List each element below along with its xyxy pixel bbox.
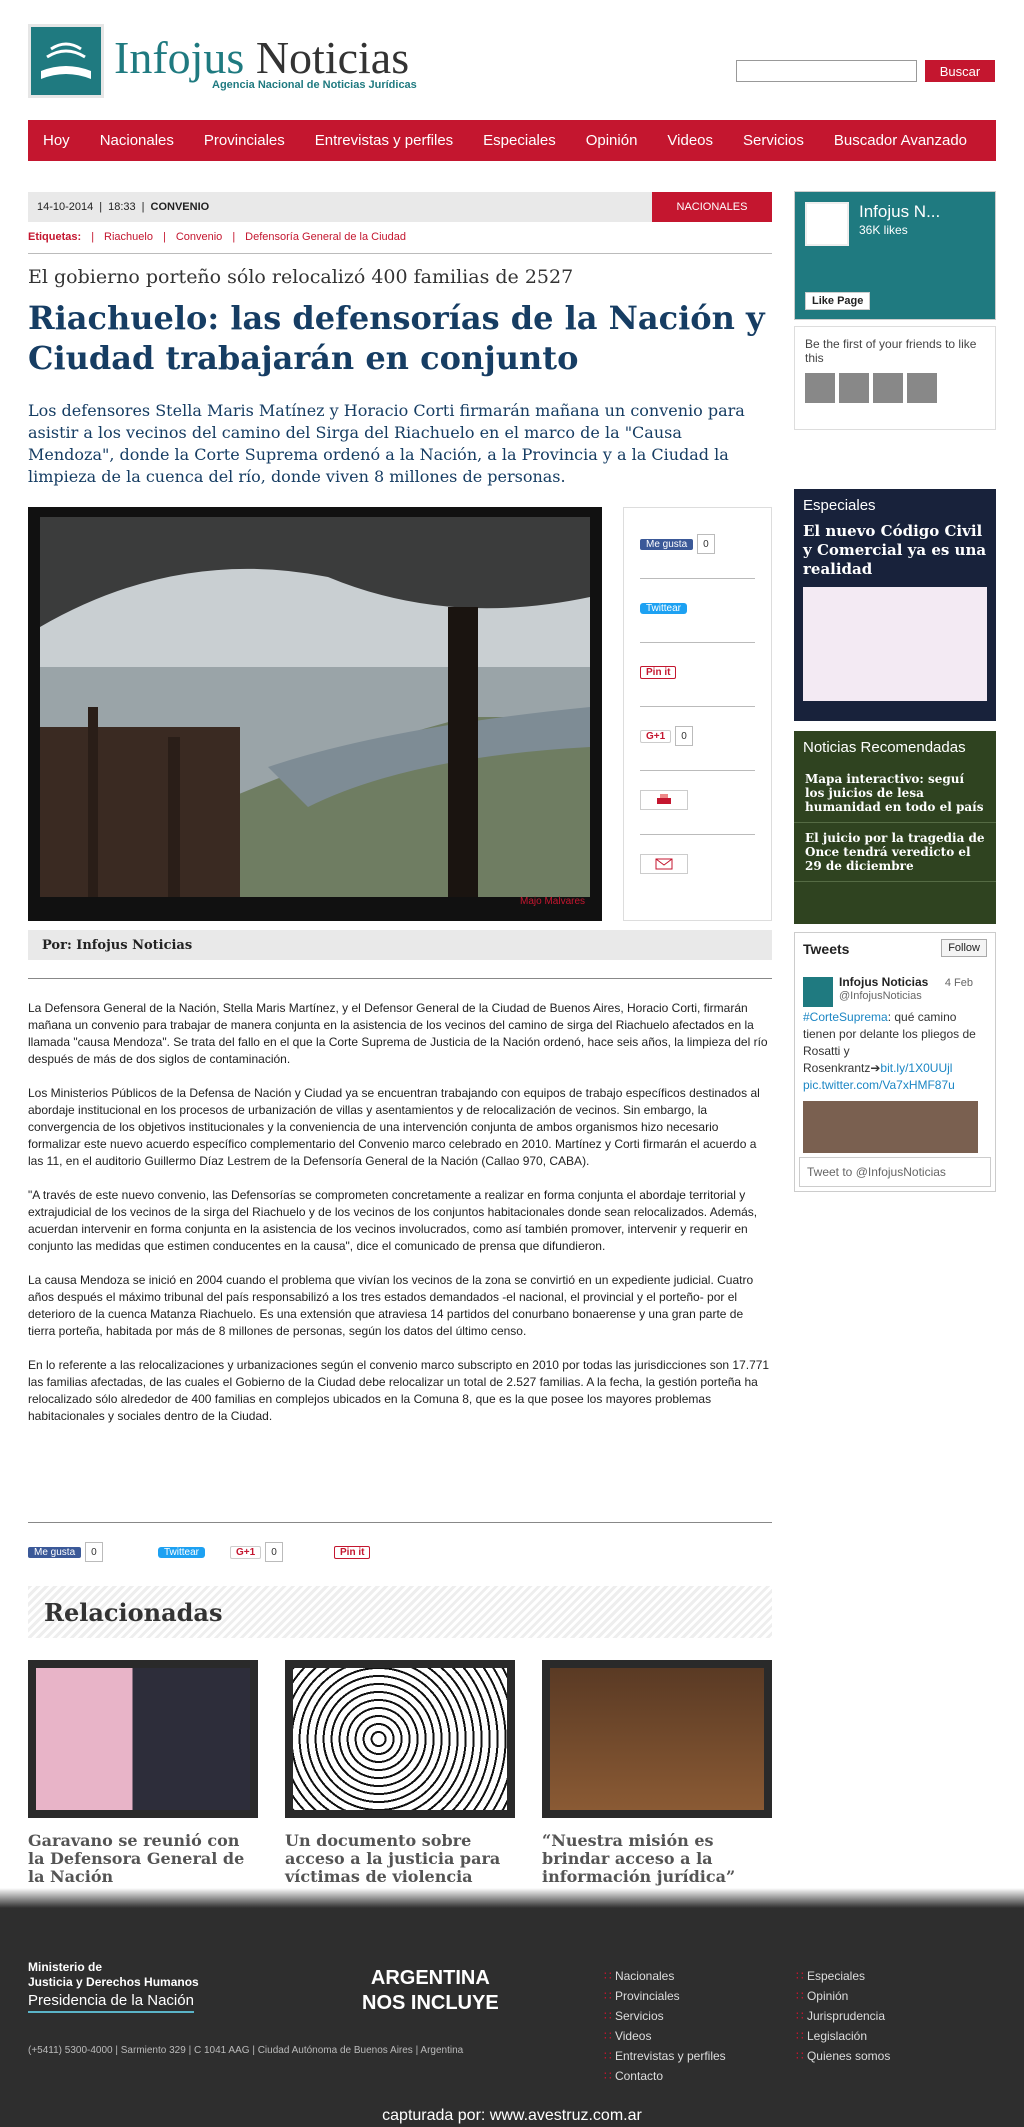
ministerio-line: Justicia y Derechos Humanos — [28, 1975, 199, 1989]
fb-like-group — [640, 534, 715, 554]
footer-link[interactable]: ∷ Especiales — [796, 1966, 890, 1986]
tags-label: Etiquetas: — [28, 231, 82, 243]
pinit-button[interactable]: Pin it — [640, 666, 676, 679]
like-page-button[interactable]: Like Page — [805, 292, 870, 310]
footer-link[interactable]: ∷ Opinión — [796, 1986, 890, 2006]
presidencia-logo[interactable]: Presidencia de la Nación — [28, 1992, 194, 2013]
divider — [640, 642, 755, 643]
article-paragraph: La causa Mendoza se inició en 2004 cuando el problema que vivían los vecinos de la zona se convirtió en un expediente judicial. Cuatro años después el máximo tribunal del país responsabilizó a los tres estados demandados -el nacional, el provincial y el porteño- por el deterioro de la cuenca Matanza Riachuelo. Es una extensión que atraviesa 14 partidos del conurbano bonaerense y una gran parte de tierra porteña, habitada por más de 8 millones de personas, según los datos del último censo. — [28, 1273, 754, 1338]
fb-like-count: 0 — [85, 1542, 103, 1562]
article-headline: Riachuelo: las defensorías de la Nación y Ciudad trabajarán en conjunto — [28, 299, 765, 377]
facebook-widget[interactable] — [794, 191, 996, 320]
tweet-image[interactable] — [803, 1101, 978, 1153]
riachuelo-photo — [28, 507, 602, 921]
meta-separator: | — [141, 201, 145, 213]
footer-link[interactable]: ∷ Nacionales — [604, 1966, 726, 1986]
site-logo-text[interactable] — [114, 34, 409, 82]
footer-links-col2 — [796, 1966, 890, 2066]
search-button[interactable]: Buscar — [925, 60, 995, 82]
pinit-button[interactable]: Pin it — [334, 1546, 370, 1559]
article-time: 18:33 — [108, 201, 136, 213]
gplus-count: 0 — [675, 726, 693, 746]
section-badge[interactable]: NACIONALES — [652, 192, 772, 222]
article-meta — [28, 192, 652, 222]
footer-link[interactable]: ∷ Quienes somos — [796, 2046, 890, 2066]
especiales-title[interactable]: El nuevo Código Civil y Comercial ya es una realidad — [803, 522, 987, 578]
tag-link[interactable]: Riachuelo — [104, 231, 153, 243]
bottom-share-row — [28, 1542, 428, 1564]
tag-separator: | — [162, 231, 166, 243]
tag-separator: | — [91, 231, 95, 243]
envelope-icon — [655, 858, 673, 870]
pinit-group — [334, 1542, 370, 1562]
fb-like-button[interactable]: Me gusta — [640, 539, 693, 550]
tweet-handle[interactable]: @InfojusNoticias — [839, 990, 922, 1002]
related-image[interactable] — [285, 1660, 515, 1818]
argentina-line: ARGENTINA — [370, 1967, 490, 1989]
ministerio-line: Ministerio de — [28, 1960, 103, 1974]
fb-friends-box — [794, 326, 996, 430]
divider — [28, 1522, 772, 1523]
footer-links-col1 — [604, 1966, 726, 2086]
footer-gradient — [0, 1888, 1024, 1908]
tweet-date[interactable]: 4 Feb — [944, 977, 973, 989]
infojus-logo[interactable] — [28, 24, 104, 98]
article-lead: Los defensores Stella Maris Matínez y Horacio Corti firmarán mañana un convenio para asistir a los vecinos del camino del Sirga del Riachuelo en el marco de la "Causa Mendoza", donde la Corte Suprema ordenó a la Nación, a la Provincia y a la Ciudad la limpieza de la cuenca del río, donde viven 8 millones de personas. — [28, 401, 745, 486]
tweet-link[interactable]: bit.ly/1X0UUjl — [880, 1061, 953, 1075]
footer-link[interactable]: ∷ Legislación — [796, 2026, 890, 2046]
nav-provinciales[interactable]: Provinciales — [203, 132, 285, 149]
main-nav — [28, 120, 996, 161]
related-image[interactable] — [28, 1660, 258, 1818]
article-photo — [28, 507, 602, 921]
tag-separator: | — [232, 231, 236, 243]
footer-link[interactable]: ∷ Servicios — [604, 2006, 726, 2026]
tag-link[interactable]: Defensoría General de la Ciudad — [245, 231, 406, 243]
tag-link[interactable]: Convenio — [175, 231, 223, 243]
gplus-button[interactable]: G+1 — [230, 1546, 261, 1559]
gplus-group — [230, 1542, 283, 1562]
avatar[interactable] — [907, 373, 937, 403]
tweet-button[interactable]: Twittear — [158, 1547, 205, 1558]
article-paragraph: "A través de este nuevo convenio, las Defensorías se comprometen concretamente a realizar en forma conjunta el abordaje territorial y extrajudicial de los vecinos de la sirga del Riachuelo y de los vecinos de los conjuntos habitacionales donde sean relocalizados. Además, acuerdan intervenir en forma conjunta en la asistencia de los vecinos involucrados, como así también promover, intervenir y requerir en conjunto las medidas que estimen conducentes en la causa", dice el comunicado de prensa que difundieron. — [28, 1188, 758, 1253]
email-button[interactable] — [640, 854, 688, 874]
fb-like-group — [28, 1542, 103, 1562]
footer-contact: (+5411) 5300-4000 | Sarmiento 329 | C 1041 AAG | Ciudad Autónoma de Buenos Aires | Argentina — [28, 2045, 464, 2056]
tweet-author[interactable]: Infojus Noticias — [839, 975, 929, 989]
recomendada-link[interactable]: Mapa interactivo: seguí los juicios de lesa humanidad en todo el país — [794, 764, 996, 823]
article-paragraph: Los Ministerios Públicos de la Defensa de Nación y Ciudad ya se encuentran trabajando con equipos de trabajo específicos destinados al abordaje institucional en los procesos de urbanización de villas y asentamientos y de relocalización de vecinos. Sin embargo, la convergencia de los objetivos institucionales y la conveniencia de una intervención conjunta de ambos organismos hizo necesario formalizar este nuevo acuerdo específico complementario del Convenio marco celebrado en 2010. Martínez y Corti firmarán el acuerdo a las 11, en el auditorio Guillermo Díaz Lestrem de la Defensoría General de la Nación (Callao 970, CABA). — [28, 1086, 760, 1168]
related-title[interactable]: Garavano se reunió con la Defensora General de la Nación — [28, 1831, 245, 1886]
nav-videos[interactable]: Videos — [667, 132, 714, 149]
fb-friends-text: Be the first of your friends to like this — [805, 337, 977, 365]
tweet-hashtag[interactable]: #CorteSuprema — [803, 1010, 888, 1024]
divider — [640, 834, 755, 835]
ministerio-logo[interactable] — [28, 1960, 199, 1990]
related-title[interactable]: “Nuestra misión es brindar acceso a la información jurídica” — [542, 1831, 736, 1886]
article-date: 14-10-2014 — [37, 201, 94, 213]
fb-page-logo — [805, 202, 849, 246]
fb-like-button[interactable]: Me gusta — [28, 1547, 81, 1558]
recomendadas-widget — [794, 731, 996, 924]
related-image[interactable] — [542, 1660, 772, 1818]
especiales-label: Especiales — [803, 497, 876, 514]
divider — [640, 770, 755, 771]
capture-credit: capturada por: www.avestruz.com.ar — [382, 2107, 642, 2124]
especiales-widget[interactable] — [794, 489, 996, 721]
tags — [28, 231, 406, 243]
footer-link[interactable]: ∷ Contacto — [604, 2066, 726, 2086]
tweet-pic-link[interactable]: pic.twitter.com/Va7xHMF87u — [803, 1078, 955, 1092]
printer-icon — [656, 793, 672, 807]
gplus-count: 0 — [265, 1542, 283, 1562]
avatar[interactable] — [805, 373, 835, 403]
article-paragraph: La Defensora General de la Nación, Stella Maris Martínez, y el Defensor General de la Ciudad de Buenos Aires, Horacio Corti, firmarán mañana un convenio para trabajar de manera conjunta en la asistencia de los vecinos del camino de sirga del Riachuelo afectados en la llamada "causa Mendoza". Se trata del fallo en el que la Corte Suprema de Justicia de la Nación ordenó, hace seis años, la limpieza del río después de más de dos siglos de contaminación. — [28, 1001, 768, 1066]
tweet-button[interactable]: Twittear — [640, 603, 687, 614]
nav-entrevistas[interactable]: Entrevistas y perfiles — [314, 132, 454, 149]
logo-subtitle: Agencia Nacional de Noticias Jurídicas — [212, 79, 417, 91]
search-input[interactable] — [736, 60, 917, 82]
footer-link[interactable]: ∷ Videos — [604, 2026, 726, 2046]
pinit-group — [640, 662, 676, 682]
argentina-logo — [362, 1966, 499, 2016]
print-button[interactable] — [640, 790, 688, 810]
tweet-group — [640, 598, 687, 618]
tweet-avatar[interactable] — [803, 977, 833, 1007]
nav-servicios[interactable]: Servicios — [743, 132, 804, 149]
share-box — [623, 507, 772, 921]
article-paragraph: En lo referente a las relocalizaciones y urbanizaciones según el convenio marco subscripto en 2010 por todas las jurisdicciones son 17.771 las familias afectadas, de las cuales el Gobierno de la Ciudad debe relocalizar un total de 2.527 familias. A la fecha, la gestión porteña ha relocalizado sólo alrededor de 400 familias en complejos ubicados en la Comuna 8, que es la que posee los mayores problemas habitacionales y sociales dentro de la Ciudad. — [28, 1358, 770, 1423]
gplus-group — [640, 726, 693, 746]
logo-main: Infojus — [114, 32, 245, 83]
tweet-body: : qué camino tienen por delante los pliegos de Rosatti y Rosenkrantz➔ — [803, 1010, 976, 1075]
article-byline: Por: Infojus Noticias — [28, 930, 772, 960]
article-body — [28, 1000, 772, 1442]
meta-separator: | — [99, 201, 103, 213]
fb-page-title: Infojus N... — [859, 202, 941, 221]
follow-button[interactable]: Follow — [941, 939, 987, 957]
tweets-label: Tweets — [803, 941, 850, 957]
footer-link[interactable]: ∷ Entrevistas y perfiles — [604, 2046, 726, 2066]
gplus-button[interactable]: G+1 — [640, 730, 671, 743]
related-heading: Relacionadas — [28, 1586, 772, 1638]
divider — [28, 253, 772, 254]
tweet-compose-input[interactable]: Tweet to @InfojusNoticias — [799, 1157, 991, 1187]
recomendada-link[interactable]: El juicio por la tragedia de Once tendrá veredicto el 29 de diciembre — [794, 823, 996, 882]
article-type: CONVENIO — [150, 201, 210, 213]
photo-credit: Majo Malvares — [520, 896, 586, 907]
fb-page-likes: 36K likes — [859, 223, 908, 237]
footer-link[interactable]: ∷ Provinciales — [604, 1986, 726, 2006]
nav-especiales[interactable]: Especiales — [483, 132, 556, 149]
divider — [640, 578, 755, 579]
twitter-widget — [794, 932, 996, 1192]
logo-bold: Noticias — [255, 32, 410, 83]
recomendadas-label: Noticias Recomendadas — [803, 739, 966, 756]
related-title[interactable]: Un documento sobre acceso a la justicia para víctimas de violencia — [285, 1831, 501, 1886]
tweet-text — [803, 1009, 978, 1094]
nav-nacionales[interactable]: Nacionales — [99, 132, 174, 149]
argentina-line: NOS INCLUYE — [362, 1992, 499, 2014]
fb-friend-avatars — [805, 373, 985, 403]
especiales-image[interactable] — [803, 587, 987, 701]
avatar[interactable] — [839, 373, 869, 403]
footer-link[interactable]: ∷ Jurisprudencia — [796, 2006, 890, 2026]
divider — [640, 706, 755, 707]
tweet-group — [158, 1542, 205, 1562]
nav-hoy[interactable]: Hoy — [43, 132, 70, 149]
divider — [28, 978, 772, 979]
nav-buscador[interactable]: Buscador Avanzado — [833, 132, 968, 149]
avatar[interactable] — [873, 373, 903, 403]
article-kicker: El gobierno porteño sólo relocalizó 400 familias de 2527 — [28, 266, 574, 288]
nav-opinion[interactable]: Opinión — [585, 132, 638, 149]
fb-like-count: 0 — [697, 534, 715, 554]
book-icon — [31, 27, 101, 95]
